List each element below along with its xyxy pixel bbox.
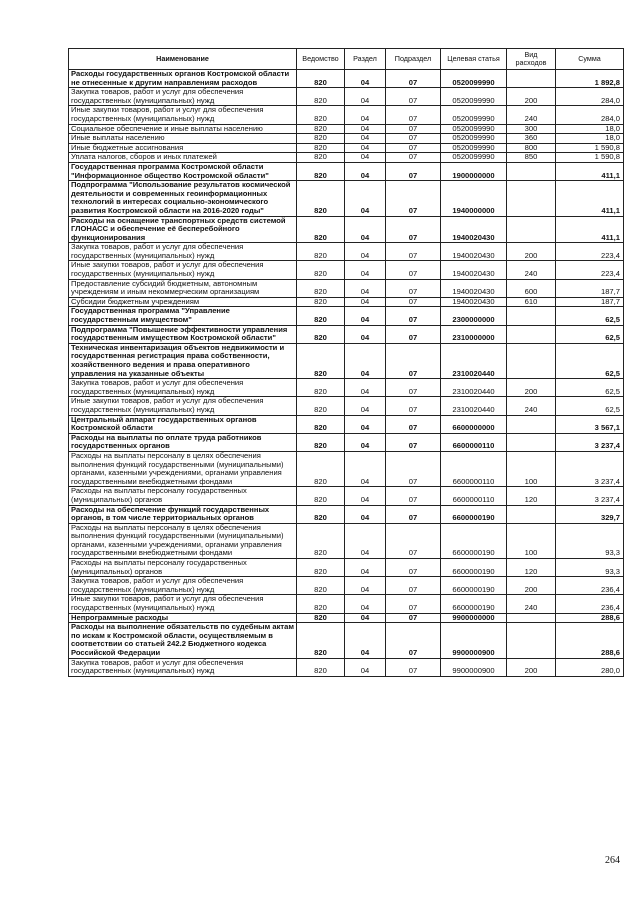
cell-section: 04 xyxy=(345,143,386,153)
cell-section: 04 xyxy=(345,124,386,134)
cell-section: 04 xyxy=(345,70,386,88)
cell-type: 800 xyxy=(507,143,556,153)
cell-name: Расходы на оснащение транспортных средств системой ГЛОНАСС и обеспечение её бесперебойного функционирования xyxy=(69,216,297,243)
cell-sum: 93,3 xyxy=(556,559,624,577)
table-row xyxy=(69,88,624,106)
cell-subsection: 07 xyxy=(386,216,441,243)
cell-target: 1900000000 xyxy=(441,162,507,180)
cell-type xyxy=(507,181,556,216)
cell-subsection: 07 xyxy=(386,577,441,595)
cell-subsection: 07 xyxy=(386,153,441,163)
cell-target: 6600000000 xyxy=(441,415,507,433)
table-row xyxy=(69,297,624,307)
table-row xyxy=(69,279,624,297)
table-row xyxy=(69,216,624,243)
cell-subsection: 07 xyxy=(386,415,441,433)
cell-type: 850 xyxy=(507,153,556,163)
cell-target: 6600000110 xyxy=(441,433,507,451)
cell-sum: 3 567,1 xyxy=(556,415,624,433)
cell-name: Закупка товаров, работ и услуг для обеспечения государственных (муниципальных) нужд xyxy=(69,379,297,397)
cell-section: 04 xyxy=(345,595,386,613)
cell-department: 820 xyxy=(297,343,345,378)
cell-department: 820 xyxy=(297,297,345,307)
cell-type: 200 xyxy=(507,658,556,676)
header-sum: Сумма xyxy=(556,49,624,70)
cell-department: 820 xyxy=(297,623,345,658)
cell-target: 2310020440 xyxy=(441,379,507,397)
cell-sum: 3 237,4 xyxy=(556,487,624,505)
cell-sum: 223,4 xyxy=(556,261,624,279)
table-row xyxy=(69,577,624,595)
table-row xyxy=(69,181,624,216)
cell-department: 820 xyxy=(297,162,345,180)
cell-section: 04 xyxy=(345,134,386,144)
cell-sum: 288,6 xyxy=(556,613,624,623)
cell-subsection: 07 xyxy=(386,325,441,343)
cell-section: 04 xyxy=(345,279,386,297)
table-row xyxy=(69,124,624,134)
cell-target: 6600000190 xyxy=(441,559,507,577)
cell-department: 820 xyxy=(297,106,345,124)
cell-name: Расходы на выплаты персоналу государственных (муниципальных) органов xyxy=(69,559,297,577)
cell-name: Закупка товаров, работ и услуг для обеспечения государственных (муниципальных) нужд xyxy=(69,88,297,106)
table-row xyxy=(69,343,624,378)
table-row xyxy=(69,595,624,613)
cell-sum: 284,0 xyxy=(556,106,624,124)
cell-sum: 18,0 xyxy=(556,124,624,134)
cell-sum: 1 892,8 xyxy=(556,70,624,88)
cell-target: 0520099990 xyxy=(441,88,507,106)
cell-sum: 62,5 xyxy=(556,325,624,343)
cell-section: 04 xyxy=(345,162,386,180)
cell-type: 200 xyxy=(507,379,556,397)
cell-name: Социальное обеспечение и иные выплаты населению xyxy=(69,124,297,134)
cell-target: 1940020430 xyxy=(441,297,507,307)
cell-department: 820 xyxy=(297,325,345,343)
cell-department: 820 xyxy=(297,70,345,88)
cell-sum: 62,5 xyxy=(556,343,624,378)
cell-subsection: 07 xyxy=(386,433,441,451)
table-row xyxy=(69,162,624,180)
cell-department: 820 xyxy=(297,379,345,397)
cell-section: 04 xyxy=(345,658,386,676)
cell-name: Подпрограмма "Повышение эффективности управления государственным имуществом Костромской области" xyxy=(69,325,297,343)
cell-type: 200 xyxy=(507,243,556,261)
cell-sum: 236,4 xyxy=(556,577,624,595)
cell-department: 820 xyxy=(297,577,345,595)
cell-sum: 411,1 xyxy=(556,181,624,216)
cell-sum: 3 237,4 xyxy=(556,451,624,486)
cell-sum: 411,1 xyxy=(556,162,624,180)
cell-type: 240 xyxy=(507,261,556,279)
cell-subsection: 07 xyxy=(386,397,441,415)
budget-table xyxy=(68,48,624,677)
cell-target: 0520099990 xyxy=(441,70,507,88)
cell-section: 04 xyxy=(345,613,386,623)
cell-type xyxy=(507,433,556,451)
cell-type xyxy=(507,613,556,623)
cell-type: 100 xyxy=(507,523,556,558)
cell-name: Расходы на выполнение обязательств по судебным актам по искам к Костромской области, осуществляемым в соответствии со статьей 242.2 Бюджетного кодекса Российской Федерации xyxy=(69,623,297,658)
cell-name: Непрограммные расходы xyxy=(69,613,297,623)
cell-subsection: 07 xyxy=(386,523,441,558)
table-row xyxy=(69,243,624,261)
cell-type: 360 xyxy=(507,134,556,144)
cell-target: 2310020440 xyxy=(441,343,507,378)
cell-type xyxy=(507,70,556,88)
cell-name: Техническая инвентаризация объектов недвижимости и государственная регистрация права собственности, хозяйственного ведения и права оперативного управления на указанные объекты xyxy=(69,343,297,378)
cell-department: 820 xyxy=(297,153,345,163)
table-header xyxy=(69,49,624,70)
table-row xyxy=(69,559,624,577)
cell-target: 1940020430 xyxy=(441,243,507,261)
cell-name: Подпрограмма "Использование результатов космической деятельности и современных геоинформационных технологий в интересах социально-экономического развития Костромской области на 2016-2020 годы" xyxy=(69,181,297,216)
table-row xyxy=(69,379,624,397)
cell-subsection: 07 xyxy=(386,243,441,261)
table-row xyxy=(69,658,624,676)
cell-subsection: 07 xyxy=(386,379,441,397)
cell-department: 820 xyxy=(297,595,345,613)
cell-name: Расходы на выплаты по оплате труда работников государственных органов xyxy=(69,433,297,451)
cell-target: 0520099990 xyxy=(441,106,507,124)
cell-name: Государственная программа "Управление государственным имуществом" xyxy=(69,307,297,325)
cell-section: 04 xyxy=(345,307,386,325)
cell-target: 2310020440 xyxy=(441,397,507,415)
cell-sum: 329,7 xyxy=(556,505,624,523)
cell-department: 820 xyxy=(297,88,345,106)
cell-section: 04 xyxy=(345,451,386,486)
cell-sum: 62,5 xyxy=(556,307,624,325)
cell-section: 04 xyxy=(345,343,386,378)
cell-sum: 280,0 xyxy=(556,658,624,676)
cell-department: 820 xyxy=(297,216,345,243)
cell-target: 6600000190 xyxy=(441,523,507,558)
cell-type: 240 xyxy=(507,106,556,124)
cell-department: 820 xyxy=(297,613,345,623)
cell-type xyxy=(507,623,556,658)
cell-section: 04 xyxy=(345,297,386,307)
cell-subsection: 07 xyxy=(386,134,441,144)
cell-sum: 236,4 xyxy=(556,595,624,613)
cell-department: 820 xyxy=(297,307,345,325)
table-row xyxy=(69,70,624,88)
cell-department: 820 xyxy=(297,143,345,153)
cell-subsection: 07 xyxy=(386,261,441,279)
cell-name: Иные выплаты населению xyxy=(69,134,297,144)
cell-type: 100 xyxy=(507,451,556,486)
cell-type: 600 xyxy=(507,279,556,297)
table-row xyxy=(69,613,624,623)
cell-target: 6600000190 xyxy=(441,595,507,613)
cell-name: Закупка товаров, работ и услуг для обеспечения государственных (муниципальных) нужд xyxy=(69,243,297,261)
table-row xyxy=(69,451,624,486)
cell-subsection: 07 xyxy=(386,162,441,180)
table-row xyxy=(69,433,624,451)
cell-sum: 93,3 xyxy=(556,523,624,558)
cell-name: Центральный аппарат государственных органов Костромской области xyxy=(69,415,297,433)
cell-type xyxy=(507,216,556,243)
cell-department: 820 xyxy=(297,451,345,486)
cell-sum: 1 590,8 xyxy=(556,143,624,153)
cell-name: Расходы на выплаты персоналу государственных (муниципальных) органов xyxy=(69,487,297,505)
cell-target: 1940020430 xyxy=(441,216,507,243)
cell-subsection: 07 xyxy=(386,613,441,623)
cell-sum: 62,5 xyxy=(556,379,624,397)
header-subsection: Подраздел xyxy=(386,49,441,70)
cell-target: 6600000110 xyxy=(441,487,507,505)
cell-section: 04 xyxy=(345,325,386,343)
table-body xyxy=(69,70,624,677)
cell-subsection: 07 xyxy=(386,343,441,378)
table-row xyxy=(69,397,624,415)
cell-subsection: 07 xyxy=(386,451,441,486)
table-row xyxy=(69,623,624,658)
cell-type xyxy=(507,415,556,433)
cell-sum: 187,7 xyxy=(556,297,624,307)
cell-sum: 3 237,4 xyxy=(556,433,624,451)
cell-name: Иные бюджетные ассигнования xyxy=(69,143,297,153)
cell-name: Иные закупки товаров, работ и услуг для обеспечения государственных (муниципальных) нужд xyxy=(69,261,297,279)
cell-subsection: 07 xyxy=(386,307,441,325)
cell-target: 0520099990 xyxy=(441,124,507,134)
cell-section: 04 xyxy=(345,559,386,577)
cell-subsection: 07 xyxy=(386,70,441,88)
cell-department: 820 xyxy=(297,279,345,297)
cell-target: 0520099990 xyxy=(441,143,507,153)
table-row xyxy=(69,261,624,279)
cell-subsection: 07 xyxy=(386,106,441,124)
cell-subsection: 07 xyxy=(386,279,441,297)
cell-sum: 284,0 xyxy=(556,88,624,106)
cell-target: 2310000000 xyxy=(441,325,507,343)
cell-name: Субсидии бюджетным учреждениям xyxy=(69,297,297,307)
cell-name: Иные закупки товаров, работ и услуг для обеспечения государственных (муниципальных) нужд xyxy=(69,595,297,613)
cell-target: 0520099990 xyxy=(441,153,507,163)
cell-target: 6600000190 xyxy=(441,577,507,595)
cell-target: 9900000900 xyxy=(441,623,507,658)
cell-section: 04 xyxy=(345,433,386,451)
header-row xyxy=(69,49,624,70)
cell-name: Закупка товаров, работ и услуг для обеспечения государственных (муниципальных) нужд xyxy=(69,658,297,676)
header-type: Вид расходов xyxy=(507,49,556,70)
cell-section: 04 xyxy=(345,379,386,397)
cell-target: 1940020430 xyxy=(441,261,507,279)
cell-name: Уплата налогов, сборов и иных платежей xyxy=(69,153,297,163)
cell-department: 820 xyxy=(297,415,345,433)
cell-type: 610 xyxy=(507,297,556,307)
cell-name: Расходы на выплаты персоналу в целях обеспечения выполнения функций государственными (муниципальными) органами, казенными учреждениями, органами управления государственными внебюджетными фондами xyxy=(69,451,297,486)
cell-subsection: 07 xyxy=(386,487,441,505)
cell-department: 820 xyxy=(297,487,345,505)
cell-type: 240 xyxy=(507,595,556,613)
cell-name: Расходы на обеспечение функций государственных органов, в том числе территориальных органов xyxy=(69,505,297,523)
cell-section: 04 xyxy=(345,623,386,658)
cell-subsection: 07 xyxy=(386,124,441,134)
cell-sum: 187,7 xyxy=(556,279,624,297)
cell-name: Иные закупки товаров, работ и услуг для обеспечения государственных (муниципальных) нужд xyxy=(69,106,297,124)
cell-name: Расходы государственных органов Костромской области не отнесенные к другим направлениям расходов xyxy=(69,70,297,88)
cell-section: 04 xyxy=(345,153,386,163)
cell-department: 820 xyxy=(297,243,345,261)
cell-department: 820 xyxy=(297,559,345,577)
table-row xyxy=(69,505,624,523)
header-target: Целевая статья xyxy=(441,49,507,70)
cell-name: Предоставление субсидий бюджетным, автономным учреждениям и иным некоммерческим организациям xyxy=(69,279,297,297)
cell-type: 300 xyxy=(507,124,556,134)
cell-section: 04 xyxy=(345,523,386,558)
cell-type xyxy=(507,307,556,325)
cell-section: 04 xyxy=(345,216,386,243)
cell-target: 2300000000 xyxy=(441,307,507,325)
cell-department: 820 xyxy=(297,181,345,216)
cell-type xyxy=(507,505,556,523)
cell-type: 120 xyxy=(507,487,556,505)
cell-department: 820 xyxy=(297,523,345,558)
cell-subsection: 07 xyxy=(386,559,441,577)
document-page xyxy=(68,48,623,677)
cell-subsection: 07 xyxy=(386,658,441,676)
page-number: 264 xyxy=(605,855,620,866)
cell-section: 04 xyxy=(345,415,386,433)
cell-section: 04 xyxy=(345,505,386,523)
cell-sum: 223,4 xyxy=(556,243,624,261)
cell-sum: 411,1 xyxy=(556,216,624,243)
cell-target: 1940000000 xyxy=(441,181,507,216)
cell-section: 04 xyxy=(345,577,386,595)
cell-section: 04 xyxy=(345,261,386,279)
cell-name: Расходы на выплаты персоналу в целях обеспечения выполнения функций государственными (муниципальными) органами, казенными учреждениями, органами управления государственными внебюджетными фондами xyxy=(69,523,297,558)
table-row xyxy=(69,106,624,124)
table-row xyxy=(69,487,624,505)
cell-sum: 1 590,8 xyxy=(556,153,624,163)
cell-type: 240 xyxy=(507,397,556,415)
table-row xyxy=(69,415,624,433)
cell-section: 04 xyxy=(345,106,386,124)
cell-section: 04 xyxy=(345,487,386,505)
cell-type: 200 xyxy=(507,88,556,106)
cell-section: 04 xyxy=(345,181,386,216)
table-row xyxy=(69,153,624,163)
cell-sum: 62,5 xyxy=(556,397,624,415)
cell-subsection: 07 xyxy=(386,143,441,153)
cell-department: 820 xyxy=(297,124,345,134)
cell-target: 1940020430 xyxy=(441,279,507,297)
header-department: Ведомство xyxy=(297,49,345,70)
cell-type: 200 xyxy=(507,577,556,595)
cell-subsection: 07 xyxy=(386,623,441,658)
cell-subsection: 07 xyxy=(386,181,441,216)
cell-department: 820 xyxy=(297,658,345,676)
cell-department: 820 xyxy=(297,134,345,144)
cell-type xyxy=(507,162,556,180)
cell-subsection: 07 xyxy=(386,88,441,106)
header-name: Наименование xyxy=(69,49,297,70)
cell-sum: 18,0 xyxy=(556,134,624,144)
table-row xyxy=(69,325,624,343)
cell-target: 6600000110 xyxy=(441,451,507,486)
table-row xyxy=(69,134,624,144)
cell-type: 120 xyxy=(507,559,556,577)
cell-subsection: 07 xyxy=(386,505,441,523)
cell-department: 820 xyxy=(297,261,345,279)
cell-department: 820 xyxy=(297,433,345,451)
cell-department: 820 xyxy=(297,397,345,415)
cell-type xyxy=(507,325,556,343)
cell-sum: 288,6 xyxy=(556,623,624,658)
cell-target: 6600000190 xyxy=(441,505,507,523)
cell-department: 820 xyxy=(297,505,345,523)
cell-target: 9900000900 xyxy=(441,658,507,676)
cell-section: 04 xyxy=(345,397,386,415)
cell-section: 04 xyxy=(345,243,386,261)
cell-subsection: 07 xyxy=(386,595,441,613)
table-row xyxy=(69,523,624,558)
table-row xyxy=(69,307,624,325)
table-row xyxy=(69,143,624,153)
header-section: Раздел xyxy=(345,49,386,70)
cell-target: 0520099990 xyxy=(441,134,507,144)
cell-target: 9900000000 xyxy=(441,613,507,623)
cell-name: Государственная программа Костромской области "Информационное общество Костромской области" xyxy=(69,162,297,180)
cell-name: Иные закупки товаров, работ и услуг для обеспечения государственных (муниципальных) нужд xyxy=(69,397,297,415)
cell-type xyxy=(507,343,556,378)
cell-section: 04 xyxy=(345,88,386,106)
cell-subsection: 07 xyxy=(386,297,441,307)
cell-name: Закупка товаров, работ и услуг для обеспечения государственных (муниципальных) нужд xyxy=(69,577,297,595)
